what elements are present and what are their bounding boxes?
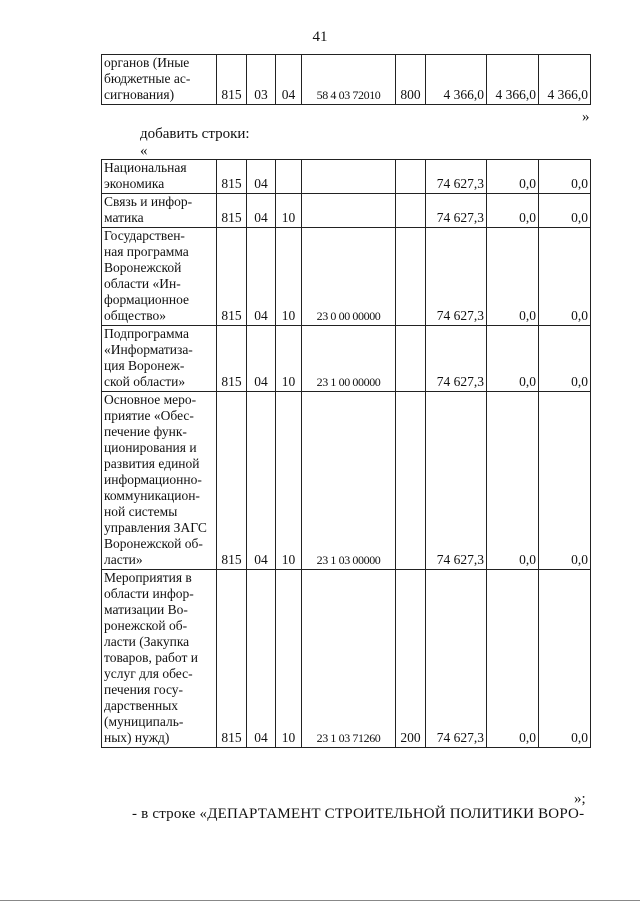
- row-expense-type: [396, 228, 426, 326]
- row-sum-1: 74 627,3: [426, 228, 487, 326]
- table-row: [102, 55, 591, 105]
- row-target-article: 23 0 00 00000: [302, 228, 396, 326]
- budget-table-main: [101, 159, 591, 748]
- row-sum-1: 74 627,3: [426, 392, 487, 570]
- table-row: [102, 160, 591, 194]
- row-section: 04: [247, 194, 276, 228]
- row-glava: 815: [217, 228, 247, 326]
- row-sum-3: 0,0: [539, 228, 591, 326]
- row-glava: 815: [217, 570, 247, 748]
- row-expense-type: 800: [396, 55, 426, 105]
- row-sum-2: 0,0: [487, 160, 539, 194]
- row-sum-1: 74 627,3: [426, 194, 487, 228]
- quote-close-top: »: [582, 109, 590, 125]
- row-sum-3: 4 366,0: [539, 55, 591, 105]
- row-subsection: 10: [276, 194, 302, 228]
- row-target-article: 23 1 03 00000: [302, 392, 396, 570]
- row-section: 04: [247, 392, 276, 570]
- row-target-article: [302, 160, 396, 194]
- row-sum-3: 0,0: [539, 194, 591, 228]
- row-section: 04: [247, 160, 276, 194]
- next-instruction: - в строке «ДЕПАРТАМЕНТ СТРОИТЕЛЬНОЙ ПОЛИТИКИ ВОРО-: [132, 806, 585, 822]
- table-row: [102, 194, 591, 228]
- row-section: 03: [247, 55, 276, 105]
- row-subsection: 10: [276, 392, 302, 570]
- row-subsection: [276, 160, 302, 194]
- scan-edge-line: [0, 900, 640, 901]
- row-name: органов (Иные бюджетные ас- сигнования): [102, 55, 217, 105]
- table-row: [102, 228, 591, 326]
- row-sum-2: 0,0: [487, 392, 539, 570]
- budget-table-top: [101, 54, 591, 105]
- table-row: [102, 392, 591, 570]
- row-name: Государствен- ная программа Воронежской области «Ин- формационное общество»: [102, 228, 217, 326]
- row-sum-2: 0,0: [487, 194, 539, 228]
- row-glava: 815: [217, 194, 247, 228]
- row-glava: 815: [217, 160, 247, 194]
- row-sum-3: 0,0: [539, 392, 591, 570]
- row-target-article: 23 1 03 71260: [302, 570, 396, 748]
- page-number: 41: [312, 29, 328, 45]
- table-row: [102, 570, 591, 748]
- add-rows-label: добавить строки:: [140, 126, 250, 142]
- quote-open: «: [140, 143, 148, 159]
- row-subsection: 10: [276, 570, 302, 748]
- row-sum-3: 0,0: [539, 326, 591, 392]
- row-sum-2: 4 366,0: [487, 55, 539, 105]
- row-name: Основное меро- приятие «Обес- печение функ- ционирования и развития единой информационно- коммуникацион- ной системы управления ЗАГС Воронежской об- ласти»: [102, 392, 217, 570]
- row-sum-1: 4 366,0: [426, 55, 487, 105]
- row-glava: 815: [217, 392, 247, 570]
- row-target-article: 58 4 03 72010: [302, 55, 396, 105]
- row-name: Подпрограмма «Информатиза- ция Воронеж- ской области»: [102, 326, 217, 392]
- row-section: 04: [247, 326, 276, 392]
- row-expense-type: [396, 160, 426, 194]
- row-sum-3: 0,0: [539, 160, 591, 194]
- row-subsection: 10: [276, 228, 302, 326]
- row-subsection: 10: [276, 326, 302, 392]
- row-name: Мероприятия в области инфор- матизации Во- ронежской об- ласти (Закупка товаров, работ и услуг для обес- печения госу- дарственных (муниципаль- ных) нужд): [102, 570, 217, 748]
- quote-close-bottom: »;: [574, 791, 586, 807]
- row-expense-type: 200: [396, 570, 426, 748]
- row-target-article: [302, 194, 396, 228]
- row-sum-1: 74 627,3: [426, 326, 487, 392]
- row-name: Связь и инфор- матика: [102, 194, 217, 228]
- row-expense-type: [396, 392, 426, 570]
- row-sum-3: 0,0: [539, 570, 591, 748]
- row-subsection: 04: [276, 55, 302, 105]
- row-expense-type: [396, 194, 426, 228]
- row-sum-1: 74 627,3: [426, 570, 487, 748]
- row-sum-2: 0,0: [487, 570, 539, 748]
- row-section: 04: [247, 228, 276, 326]
- row-sum-2: 0,0: [487, 228, 539, 326]
- row-glava: 815: [217, 326, 247, 392]
- row-target-article: 23 1 00 00000: [302, 326, 396, 392]
- row-sum-1: 74 627,3: [426, 160, 487, 194]
- row-glava: 815: [217, 55, 247, 105]
- row-name: Национальная экономика: [102, 160, 217, 194]
- table-row: [102, 326, 591, 392]
- row-sum-2: 0,0: [487, 326, 539, 392]
- row-section: 04: [247, 570, 276, 748]
- row-expense-type: [396, 326, 426, 392]
